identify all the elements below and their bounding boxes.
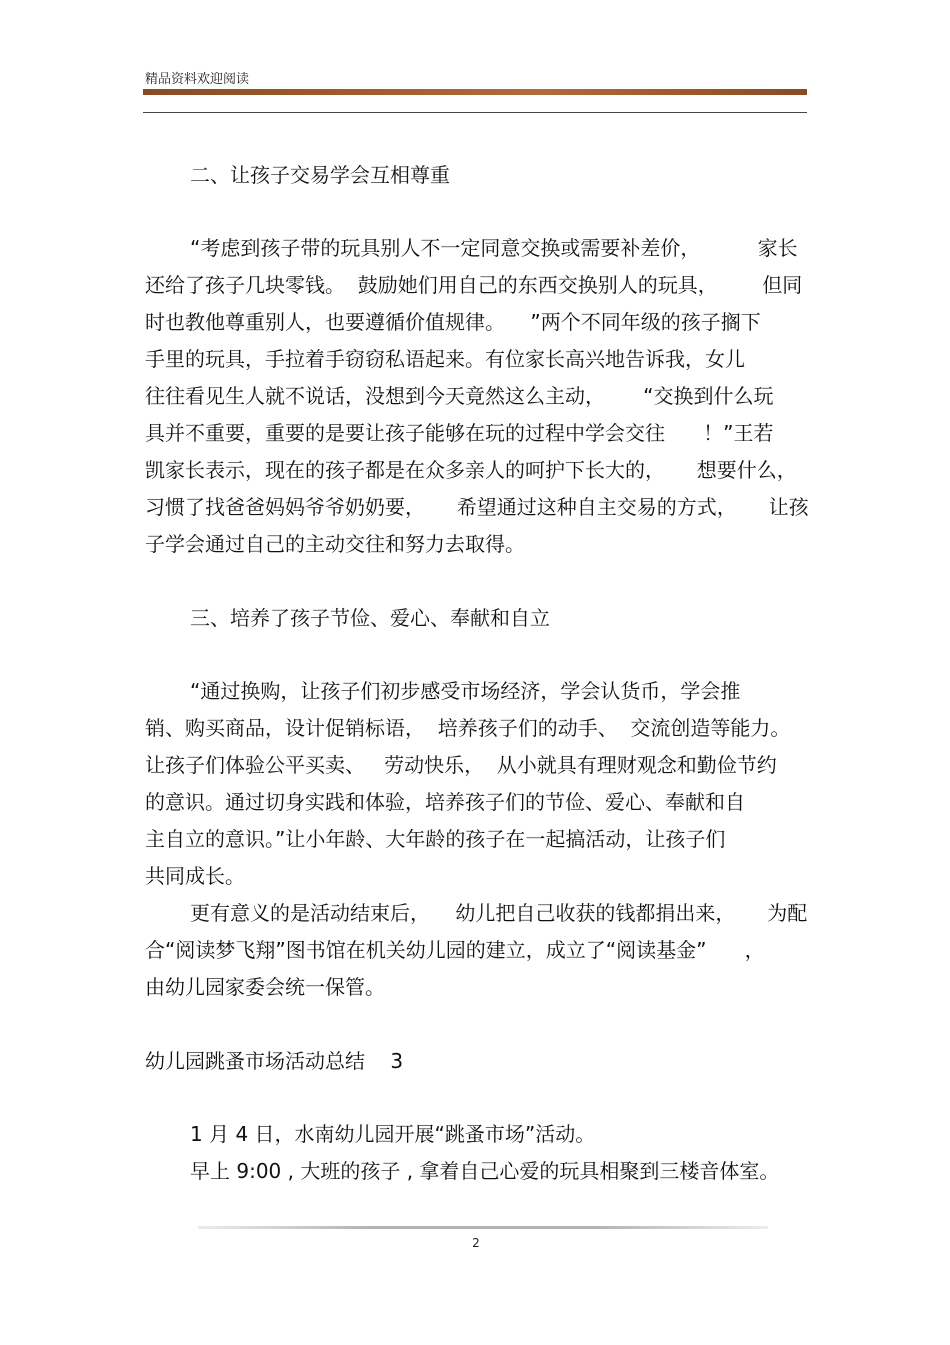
page-number: 2 bbox=[472, 1236, 480, 1250]
paragraph-line: 具并不重要，重要的是要让孩子能够在玩的过程中学会交往 ！”王若 bbox=[145, 421, 774, 445]
paragraph-line: 手里的玩具，手拉着手窃窃私语起来。有位家长高兴地告诉我，女儿 bbox=[145, 347, 745, 371]
paragraph-line: 习惯了找爸爸妈妈爷爷奶奶要， 希望通过这种自主交易的方式， 让孩 bbox=[145, 495, 809, 519]
section-heading: 二、让孩子交易学会互相尊重 bbox=[190, 163, 450, 187]
paragraph-line: 让孩子们体验公平买卖、 劳动快乐， 从小就具有理财观念和勤俭节约 bbox=[145, 753, 777, 777]
paragraph-line: 还给了孩子几块零钱。 鼓励她们用自己的东西交换别人的玩具， 但同 bbox=[145, 273, 803, 297]
paragraph-line: 时也教他尊重别人，也要遵循价值规律。 ”两个不同年级的孩子搁下 bbox=[145, 310, 761, 334]
paragraph-line: 1 月 4 日，水南幼儿园开展“跳蚤市场”活动。 bbox=[190, 1122, 596, 1146]
paragraph-line: 早上 9:00 , 大班的孩子 , 拿着自己心爱的玩具相聚到三楼音体室。 bbox=[190, 1159, 780, 1183]
paragraph-line: 的意识。通过切身实践和体验，培养孩子们的节俭、爱心、奉献和自 bbox=[145, 790, 745, 814]
header-thin-rule bbox=[143, 112, 807, 113]
paragraph-line: 往往看见生人就不说话，没想到今天竟然这么主动， “交换到什么玩 bbox=[145, 384, 774, 408]
paragraph-line: 更有意义的是活动结束后， 幼儿把自己收获的钱都捐出来， 为配 bbox=[190, 901, 808, 925]
paragraph-line: “通过换购，让孩子们初步感受市场经济，学会认货币，学会推 bbox=[190, 679, 741, 703]
footer-rule bbox=[198, 1226, 768, 1229]
paragraph-line: “考虑到孩子带的玩具别人不一定同意交换或需要补差价， 家长 bbox=[190, 236, 798, 260]
paragraph-line: 共同成长。 bbox=[145, 864, 245, 888]
header-thick-rule bbox=[143, 89, 807, 95]
section-heading: 三、培养了孩子节俭、爱心、奉献和自立 bbox=[190, 606, 550, 630]
paragraph-line: 子学会通过自己的主动交往和努力去取得。 bbox=[145, 532, 525, 556]
article-title: 幼儿园跳蚤市场活动总结 3 bbox=[145, 1049, 404, 1073]
page-header-text: 精品资料欢迎阅读 bbox=[145, 72, 250, 87]
paragraph-line: 由幼儿园家委会统一保管。 bbox=[145, 975, 385, 999]
paragraph-line: 凯家长表示，现在的孩子都是在众多亲人的呵护下长大的， 想要什么， bbox=[145, 458, 797, 482]
paragraph-line: 合“阅读梦飞翔”图书馆在机关幼儿园的建立，成立了“阅读基金” ， bbox=[145, 938, 765, 962]
paragraph-line: 销、购买商品，设计促销标语， 培养孩子们的动手、 交流创造等能力。 bbox=[145, 716, 791, 740]
paragraph-line: 主自立的意识。”让小年龄、大年龄的孩子在一起搞活动，让孩子们 bbox=[145, 827, 726, 851]
